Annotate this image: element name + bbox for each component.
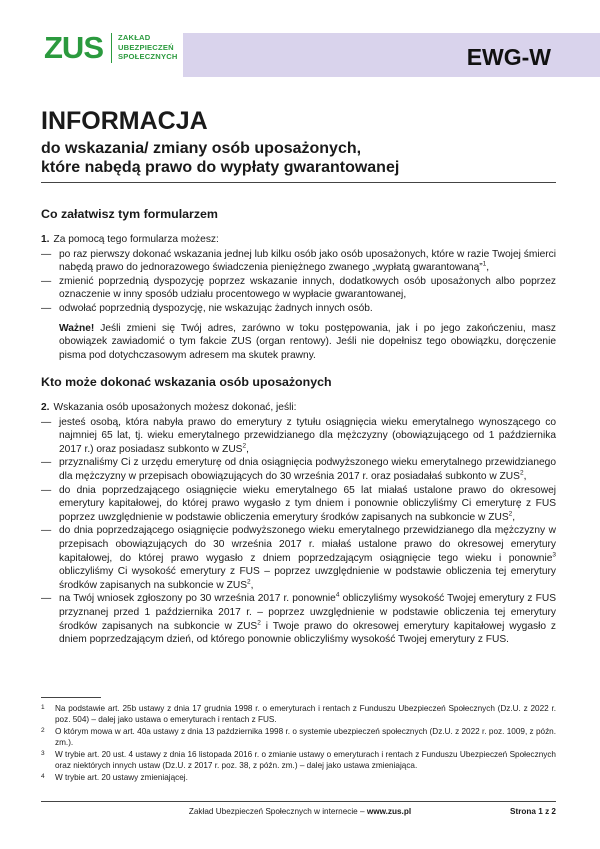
footnote-ref: 4: [335, 591, 340, 599]
logo-separator: [111, 33, 112, 63]
footnote-ref: 3: [552, 551, 556, 559]
subtitle-line: które nabędą prawo do wypłaty gwarantowanej: [41, 159, 400, 176]
item-text: ,: [250, 579, 254, 591]
list-item: [59, 484, 556, 525]
logo-line: SPOŁECZNYCH: [118, 52, 178, 62]
list-intro: [41, 401, 556, 415]
list-intro: [41, 233, 556, 247]
list-item: [59, 524, 556, 592]
important-note: [59, 322, 556, 363]
note-text: Jeśli zmieni się Twój adres, zarówno w toku postępowania, jak i po jego zakończeniu, masz obowiązek zawiadomić o tym fakcie ZUS (organ rentowy). Jeśli nie dopełnisz tego obowiązku, doręczenie pisma pod dotychczasowym adresem ma skutek prawny.: [59, 322, 556, 361]
footnote-text: W trybie art. 20 ustawy zmieniającej.: [55, 773, 188, 782]
footer-divider: [41, 801, 556, 802]
intro-text: Za pomocą tego formularza możesz:: [53, 234, 219, 245]
footnote-number: 4: [41, 773, 45, 780]
list-item: [59, 456, 556, 483]
form-code: EWG-W: [466, 44, 551, 70]
item-text: ,: [486, 262, 490, 274]
footnote-divider: [41, 697, 101, 698]
footnote: [41, 703, 556, 725]
page-number: Strona 1 z 2: [510, 807, 556, 816]
list-item: [59, 275, 556, 302]
item-text: obliczyliśmy wysokość Twojej emerytury z FUS przyznanej przed 1 października 2017 r. – poprzez uwzględnienie w podstawie obliczenia tej emerytury środków zapisanych na subkoncie w ZUS: [59, 593, 556, 632]
item-text: przyznaliśmy Ci z urzędu emeryturę od dnia osiągnięcia podwyższonego wieku emerytalnego przewidzianego dla mężczyzny w przepisach obowiązujących do 30 września 2017 r. oraz posiadałaś subkonto w ZUS: [59, 457, 556, 482]
subtitle-line: do wskazania/ zmiany osób uposażonych,: [41, 140, 362, 157]
section-heading: Kto może dokonać wskazania osób uposażonych: [41, 375, 332, 389]
list-item: [59, 302, 556, 316]
logo-text: [118, 33, 178, 62]
footnote: [41, 772, 556, 783]
footnote-text: O którym mowa w art. 40a ustawy z dnia 13 października 1998 r. o systemie ubezpieczeń społecznych (Dz.U. z 2022 r. poz. 1009, z późn. zm.).: [55, 727, 556, 747]
item-text: do dnia poprzedzającego osiągnięcie wieku emerytalnego 65 lat miałaś ustalone prawo do okresowej emerytury kapitałowej, do której prawo wygasło z tym dniem i ponownie obliczyliśmy Ci emeryturę z FUS poprzez uwzględnienie w podstawie obliczenia emerytury środków zapisanych na subkoncie w ZUS: [59, 484, 556, 523]
item-text: do dnia poprzedzającego osiągnięcie podwyższonego wieku emerytalnego przewidzianego dla mężczyzny w przepisach obowiązujących do 30 września 2017 r. miałaś ustalone prawo do okresowej emerytury kapitałowej, do której prawo wygasło z dniem poprzedzającym osiągnięcie tego wieku i ponownie: [59, 525, 556, 564]
section-heading: Co załatwisz tym formularzem: [41, 207, 218, 221]
conditions-list: [41, 416, 556, 647]
item-text: ,: [523, 470, 527, 482]
item-text: na Twój wniosek zgłoszony po 30 września 2017 r. ponownie: [59, 593, 336, 605]
footnote-ref: 2: [257, 619, 261, 627]
item-text: po raz pierwszy dokonać wskazania jednej lub kilku osób jako osób uposażonych, które w razie Twojej śmierci nabędą prawo do jednorazowego świadczenia pieniężnego zwanego „wypłatą gwarantowaną”: [59, 248, 556, 274]
zus-logo: [44, 32, 178, 63]
section-2-content: [41, 401, 556, 647]
logo-line: ZAKŁAD: [118, 33, 151, 43]
item-text: odwołać poprzednią dyspozycję, nie wskazując żadnych innych osób.: [59, 302, 373, 314]
note-label: Ważne!: [59, 322, 95, 334]
footnote-text: W trybie art. 20 ust. 4 ustawy z dnia 16 listopada 2016 r. o zmianie ustawy o emeryturach i rentach z Funduszu Ubezpieczeń Społecznych oraz niektórych innych ustaw (Dz.U. z 2017 r. poz. 38, z późn. zm.) – dalej jako ustawa zmieniająca.: [55, 750, 556, 770]
item-text: jesteś osobą, która nabyła prawo do emerytury z tytułu osiągnięcia wieku emerytalnego wynoszącego co najmniej 65 lat, tj. wieku emerytalnego przewidzianego dla mężczyzny (obowiązującego od 1 października 2017 r.) oraz posiadasz subkonto w ZUS: [59, 416, 556, 455]
footer-text: Zakład Ubezpieczeń Społecznych w internecie –: [188, 807, 367, 816]
item-text: ,: [512, 511, 516, 523]
footnote-number: 1: [41, 704, 45, 711]
footnote-number: 3: [41, 750, 45, 757]
footnotes: [41, 703, 556, 784]
list-item: [59, 248, 556, 275]
list-number: 2.: [41, 402, 50, 413]
footnote-text: Na podstawie art. 25b ustawy z dnia 17 grudnia 1998 r. o emeryturach i rentach z Funduszu Ubezpieczeń Społecznych (Dz.U. z 2022 r. poz. 504) – dalej jako ustawa o emeryturach i rentach z FUS.: [55, 704, 556, 724]
list-item: [59, 592, 556, 646]
list-number: 1.: [41, 234, 50, 245]
item-text: ,: [246, 443, 249, 455]
form-code-bar: [183, 33, 600, 77]
footnote-ref: 2: [519, 469, 524, 477]
logo-line: UBEZPIECZEŃ: [118, 42, 174, 52]
list-item: [59, 416, 556, 457]
footnote-ref: 2: [247, 578, 251, 586]
footnote-ref: 2: [242, 442, 247, 450]
header: [0, 0, 600, 80]
title-divider: [41, 182, 556, 183]
page-subtitle: [41, 139, 399, 177]
footnote: [41, 726, 556, 748]
page-title: INFORMACJA: [41, 107, 208, 135]
intro-text: Wskazania osób uposażonych możesz dokonać, jeśli:: [53, 402, 297, 413]
footnote-ref: 2: [508, 510, 513, 518]
footnote: [41, 749, 556, 771]
section-1-content: [41, 233, 556, 362]
footnote-number: 2: [41, 727, 45, 734]
item-text: i Twoje prawo do okresowej emerytury kapitałowej wygasło z dniem poprzedzającym dzień, od którego ponownie obliczyliśmy wysokość Twojej emerytury z FUS.: [59, 620, 556, 646]
logo-mark: ZUS: [44, 30, 103, 65]
footer-link[interactable]: www.zus.pl: [366, 807, 412, 816]
item-text: obliczyliśmy Ci wysokość emerytury z FUS – poprzez uwzględnienie w podstawie obliczenia tej emerytury środków zapisanych na subkoncie w ZUS: [59, 566, 556, 591]
footnote-ref: 1: [482, 260, 487, 268]
options-list: [41, 248, 556, 316]
item-text: zmienić poprzednią dyspozycję poprzez wskazanie innych, dodatkowych osób uposażonych albo poprzez oznaczenie w inny sposób udziału procentowego w wypłacie gwarantowanej,: [59, 275, 556, 301]
